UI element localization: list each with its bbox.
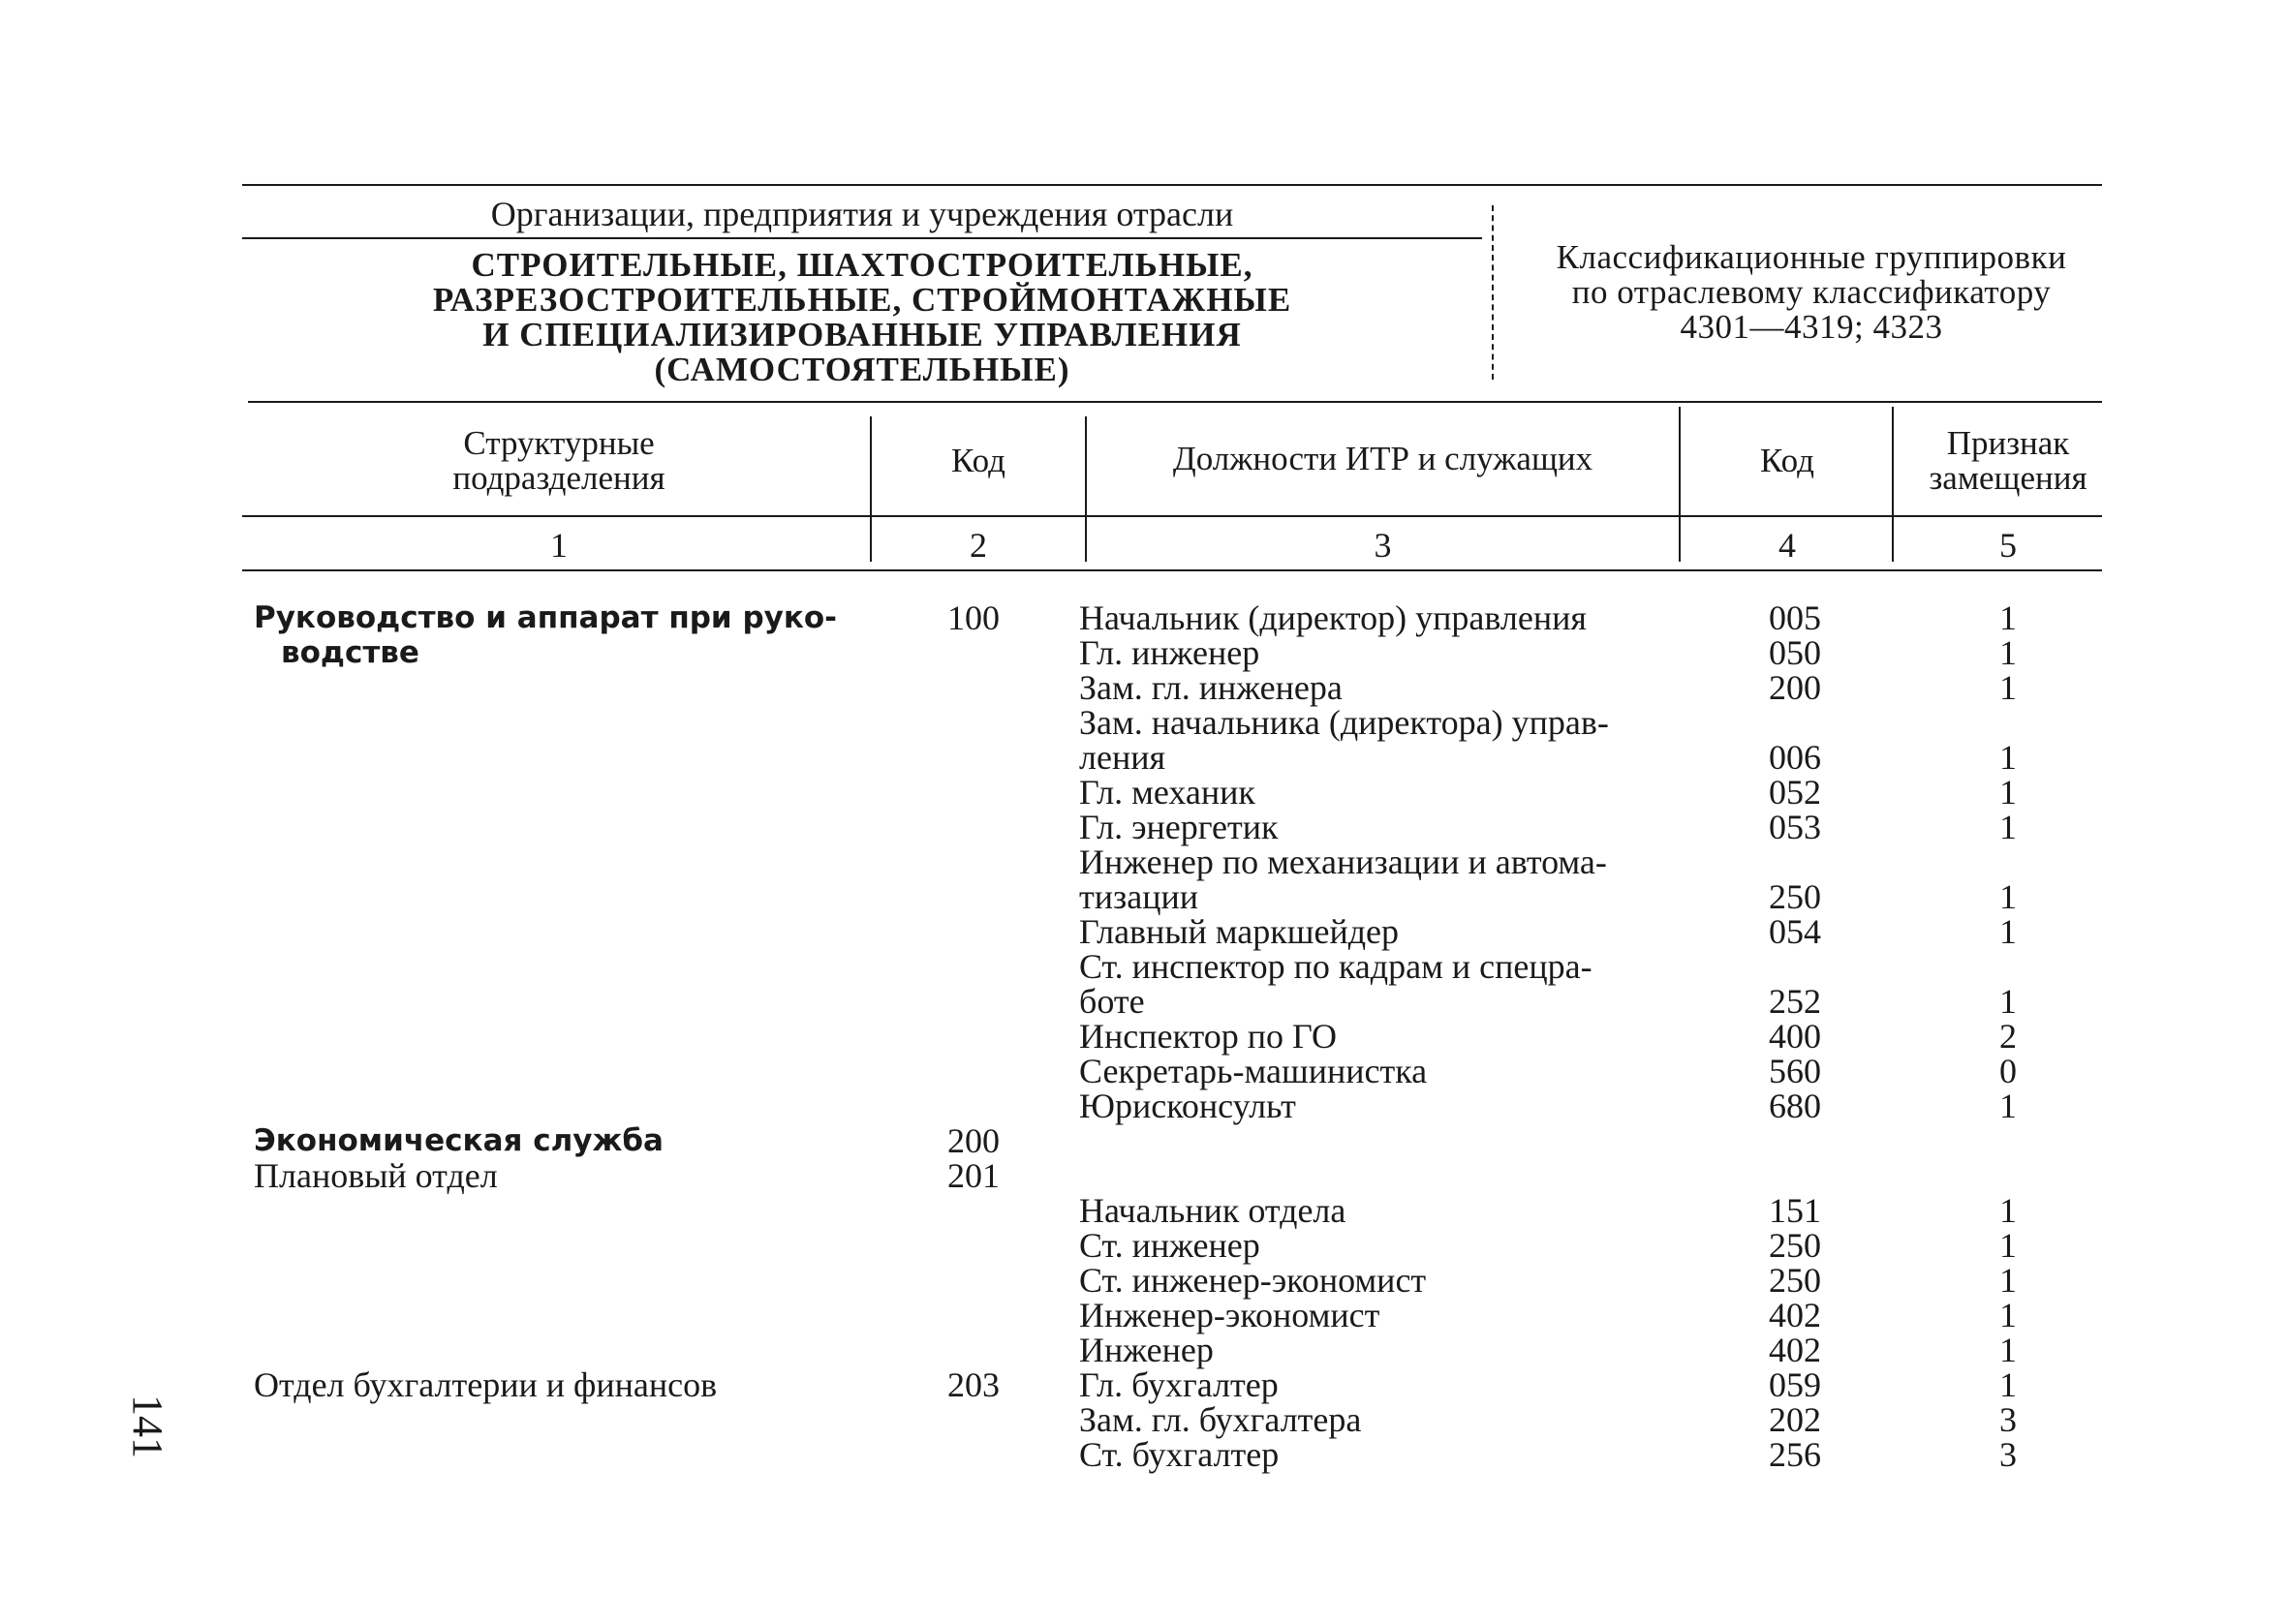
header-bottom-rule xyxy=(242,515,2102,517)
position-cell: Ст. инспектор по кадрам и спецра- xyxy=(1079,947,1592,986)
position-cell: Начальник (директор) управления xyxy=(1079,598,1587,637)
structural-unit-cell: водстве xyxy=(281,635,419,670)
col-header-line: Признак xyxy=(1946,424,2070,462)
position-cell: Инженер xyxy=(1079,1331,1214,1369)
replacement-sign-cell: 1 xyxy=(1999,808,2017,846)
section-title xyxy=(242,248,1482,387)
structural-unit-cell: Плановый отдел xyxy=(254,1156,498,1195)
position-cell: тизации xyxy=(1079,877,1198,916)
position-cell: Ст. инженер-экономист xyxy=(1079,1261,1427,1300)
replacement-sign-cell: 1 xyxy=(1999,1365,2017,1404)
header-divider xyxy=(1492,205,1494,380)
replacement-sign-cell: 0 xyxy=(1999,1052,2017,1090)
position-code-cell: 059 xyxy=(1769,1365,1821,1404)
title-line: РАЗРЕЗОСТРОИТЕЛЬНЫЕ, СТРОЙМОНТАЖНЫЕ xyxy=(432,281,1292,319)
position-cell: ления xyxy=(1079,738,1166,777)
position-cell: Ст. бухгалтер xyxy=(1079,1435,1280,1474)
col-number-3: 3 xyxy=(1374,526,1392,565)
replacement-sign-cell: 1 xyxy=(1999,598,2017,637)
col-header-unit-code: Код xyxy=(951,442,1005,479)
position-code-cell: 050 xyxy=(1769,633,1821,672)
replacement-sign-cell: 1 xyxy=(1999,1226,2017,1265)
colnum-bottom-rule xyxy=(242,569,2102,571)
title-line: (САМОСТОЯТЕЛЬНЫЕ) xyxy=(654,351,1070,388)
replacement-sign-cell: 2 xyxy=(1999,1017,2017,1056)
replacement-sign-cell: 1 xyxy=(1999,1261,2017,1300)
col-header-replacement xyxy=(1897,426,2119,496)
replacement-sign-cell: 3 xyxy=(1999,1400,2017,1439)
col-number-4: 4 xyxy=(1778,526,1796,565)
position-code-cell: 200 xyxy=(1769,668,1821,707)
position-code-cell: 250 xyxy=(1769,1261,1821,1300)
top-rule xyxy=(242,184,2102,186)
replacement-sign-cell: 1 xyxy=(1999,1191,2017,1230)
position-code-cell: 250 xyxy=(1769,1226,1821,1265)
classif-line: по отраслевому классификатору xyxy=(1571,273,2052,311)
replacement-sign-cell: 3 xyxy=(1999,1435,2017,1474)
col-divider-4 xyxy=(1892,407,1894,562)
col-header-position-code: Код xyxy=(1760,442,1814,479)
position-code-cell: 052 xyxy=(1769,773,1821,812)
classif-line: Классификационные группировки xyxy=(1556,238,2067,276)
position-code-cell: 250 xyxy=(1769,877,1821,916)
classif-line: 4301—4319; 4323 xyxy=(1680,308,1943,346)
replacement-sign-cell: 1 xyxy=(1999,1087,2017,1125)
replacement-sign-cell: 1 xyxy=(1999,1296,2017,1334)
position-code-cell: 560 xyxy=(1769,1052,1821,1090)
title-line: СТРОИТЕЛЬНЫЕ, ШАХТОСТРОИТЕЛЬНЫЕ, xyxy=(471,246,1253,284)
position-code-cell: 151 xyxy=(1769,1191,1821,1230)
replacement-sign-cell: 1 xyxy=(1999,633,2017,672)
org-underline xyxy=(242,237,1482,239)
structural-unit-cell: Отдел бухгалтерии и финансов xyxy=(254,1365,718,1404)
position-cell: Зам. гл. бухгалтера xyxy=(1079,1400,1362,1439)
replacement-sign-cell: 1 xyxy=(1999,738,2017,777)
unit-code-cell: 201 xyxy=(947,1156,1000,1195)
col-header-line: замещения xyxy=(1929,459,2087,497)
replacement-sign-cell: 1 xyxy=(1999,877,2017,916)
position-cell: Гл. инженер xyxy=(1079,633,1260,672)
col-divider-1 xyxy=(870,416,872,562)
unit-code-cell: 203 xyxy=(947,1365,1000,1404)
position-code-cell: 053 xyxy=(1769,808,1821,846)
col-header-line: подразделения xyxy=(452,459,665,497)
col-divider-2 xyxy=(1085,416,1087,562)
position-cell: Секретарь-машинистка xyxy=(1079,1052,1428,1090)
position-cell: Зам. гл. инженера xyxy=(1079,668,1343,707)
position-cell: Начальник отдела xyxy=(1079,1191,1346,1230)
replacement-sign-cell: 1 xyxy=(1999,1331,2017,1369)
position-cell: боте xyxy=(1079,982,1145,1021)
org-line: Организации, предприятия и учреждения отрасли xyxy=(490,195,1234,233)
position-cell: Зам. начальника (директора) управ- xyxy=(1079,703,1609,742)
replacement-sign-cell: 1 xyxy=(1999,773,2017,812)
replacement-sign-cell: 1 xyxy=(1999,668,2017,707)
unit-code-cell: 100 xyxy=(947,598,1000,637)
page-number: 141 xyxy=(124,1394,171,1458)
classification-note xyxy=(1511,240,2112,345)
position-cell: Инспектор по ГО xyxy=(1079,1017,1337,1056)
position-cell: Гл. энергетик xyxy=(1079,808,1279,846)
position-cell: Юрисконсульт xyxy=(1079,1087,1296,1125)
position-code-cell: 252 xyxy=(1769,982,1821,1021)
position-code-cell: 400 xyxy=(1769,1017,1821,1056)
position-code-cell: 005 xyxy=(1769,598,1821,637)
col-divider-3 xyxy=(1679,407,1681,562)
position-cell: Инженер по механизации и автома- xyxy=(1079,843,1607,881)
replacement-sign-cell: 1 xyxy=(1999,982,2017,1021)
unit-code-cell: 200 xyxy=(947,1121,1000,1160)
structural-unit-cell: Руководство и аппарат при руко- xyxy=(254,600,838,635)
position-cell: Главный маркшейдер xyxy=(1079,912,1400,951)
col-header-units xyxy=(254,426,864,496)
col-header-line: Структурные xyxy=(463,424,655,462)
position-code-cell: 402 xyxy=(1769,1331,1821,1369)
position-cell: Инженер-экономист xyxy=(1079,1296,1380,1334)
col-header-positions: Должности ИТР и служащих xyxy=(1172,440,1593,477)
col-number-2: 2 xyxy=(970,526,987,565)
position-code-cell: 680 xyxy=(1769,1087,1821,1125)
col-number-1: 1 xyxy=(550,526,568,565)
col-number-5: 5 xyxy=(1999,526,2017,565)
replacement-sign-cell: 1 xyxy=(1999,912,2017,951)
structural-unit-cell: Экономическая служба xyxy=(254,1123,664,1158)
position-code-cell: 402 xyxy=(1769,1296,1821,1334)
title-line: И СПЕЦИАЛИЗИРОВАННЫЕ УПРАВЛЕНИЯ xyxy=(482,316,1242,353)
position-cell: Гл. бухгалтер xyxy=(1079,1365,1279,1404)
position-code-cell: 202 xyxy=(1769,1400,1821,1439)
position-code-cell: 256 xyxy=(1769,1435,1821,1474)
position-cell: Гл. механик xyxy=(1079,773,1255,812)
position-code-cell: 054 xyxy=(1769,912,1821,951)
position-code-cell: 006 xyxy=(1769,738,1821,777)
table-top-rule xyxy=(248,401,2102,403)
position-cell: Ст. инженер xyxy=(1079,1226,1260,1265)
